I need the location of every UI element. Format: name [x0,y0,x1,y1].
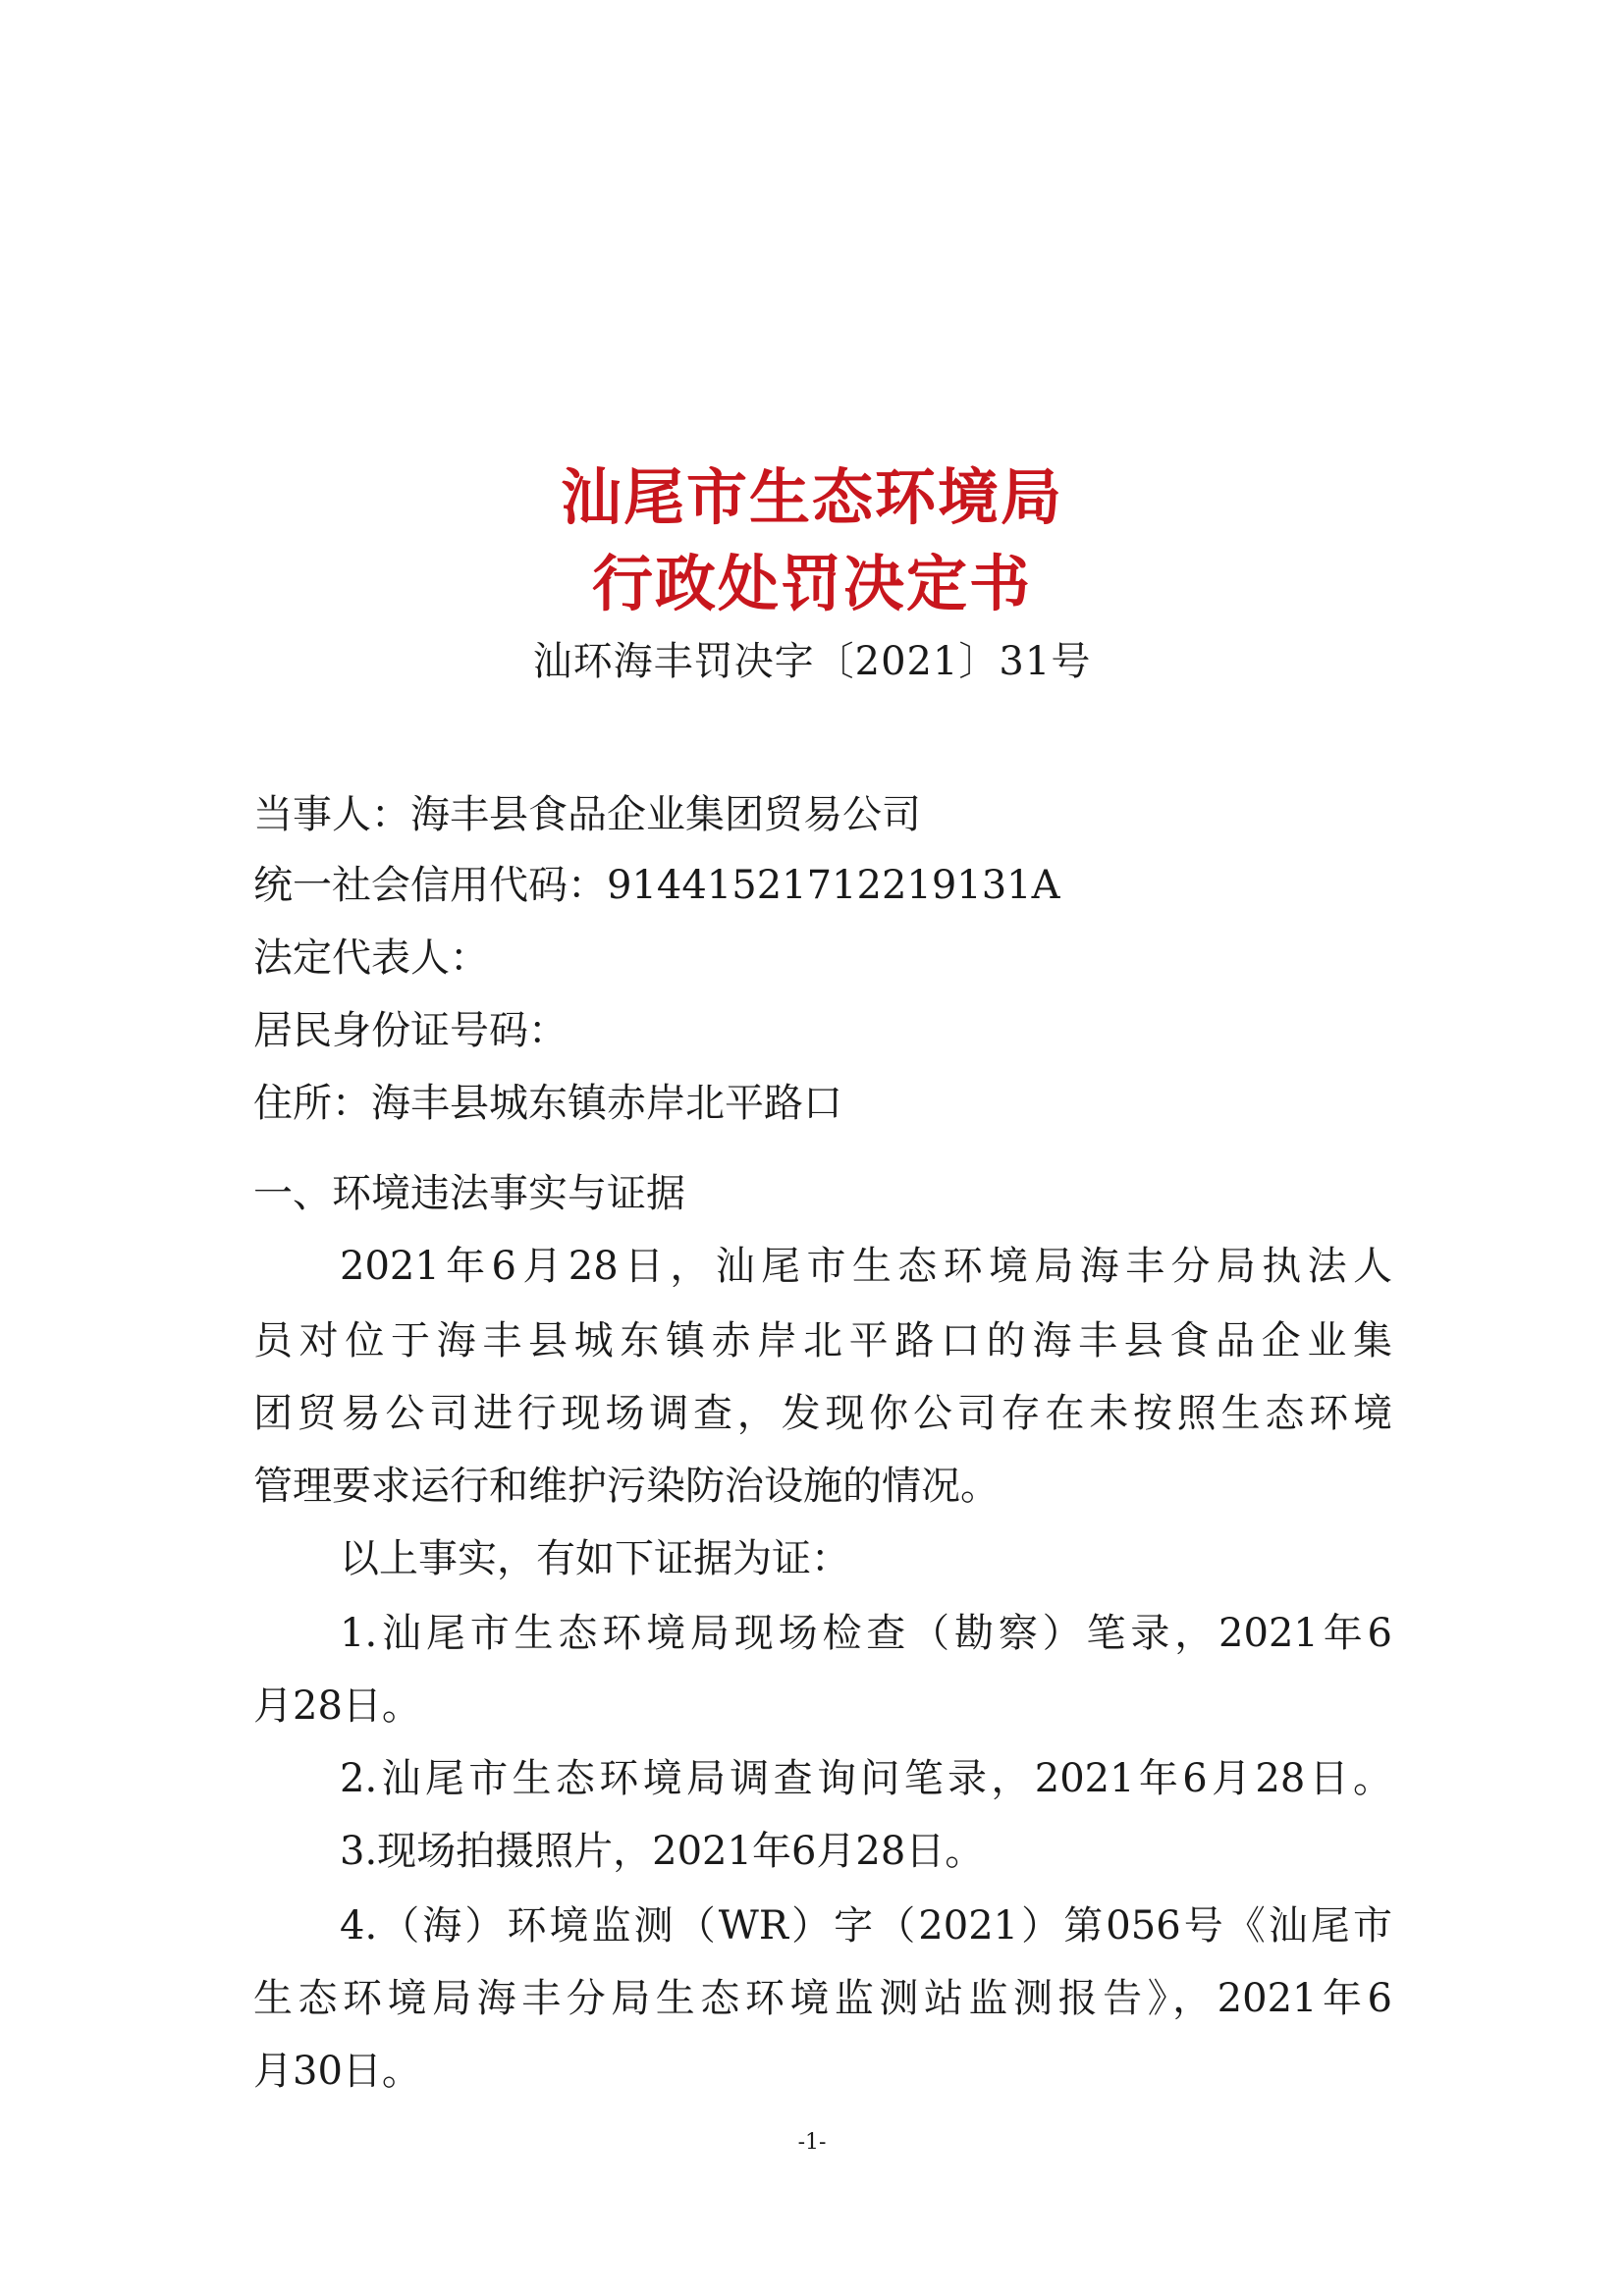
paragraph-line: 团贸易公司进行现场调查，发现你公司存在未按照生态环境 [253,1391,1392,1436]
document-title: 行政处罚决定书 [591,548,1032,619]
paragraph-line: 2021年6月28日，汕尾市生态环境局海丰分局执法人 [340,1244,1392,1289]
document-number: 汕环海丰罚决字〔2021〕31号 [532,639,1092,684]
evidence-item-3: 3.现场拍摄照片，2021年6月28日。 [340,1829,985,1874]
party-address: 住所：海丰县城东镇赤岸北平路口 [253,1081,842,1126]
agency-title: 汕尾市生态环境局 [560,461,1063,533]
party-id-number: 居民身份证号码： [253,1008,568,1053]
evidence-item-4: 4.（海）环境监测（WR）字（2021）第056号《汕尾市 [340,1903,1392,1949]
evidence-item-4-cont: 月30日。 [253,2049,421,2094]
party-name: 当事人：海丰县食品企业集团贸易公司 [253,792,921,837]
party-legal-representative: 法定代表人： [253,935,489,981]
evidence-item-2: 2.汕尾市生态环境局调查询问笔录，2021年6月28日。 [340,1756,1392,1801]
party-credit-code: 统一社会信用代码：91441521712219131A [253,863,1060,908]
page-number: -1- [797,2130,827,2155]
evidence-item-1-cont: 月28日。 [253,1683,421,1729]
section-heading: 一、环境违法事实与证据 [253,1171,685,1216]
paragraph-line: 管理要求运行和维护污染防治设施的情况。 [253,1464,1000,1509]
evidence-item-1: 1.汕尾市生态环境局现场检查（勘察）笔录，2021年6 [340,1611,1392,1656]
paragraph-line: 员对位于海丰县城东镇赤岸北平路口的海丰县食品企业集 [253,1318,1392,1363]
evidence-item-4-cont: 生态环境局海丰分局生态环境监测站监测报告》，2021年6 [253,1976,1392,2021]
evidence-intro: 以上事实，有如下证据为证： [340,1536,850,1581]
